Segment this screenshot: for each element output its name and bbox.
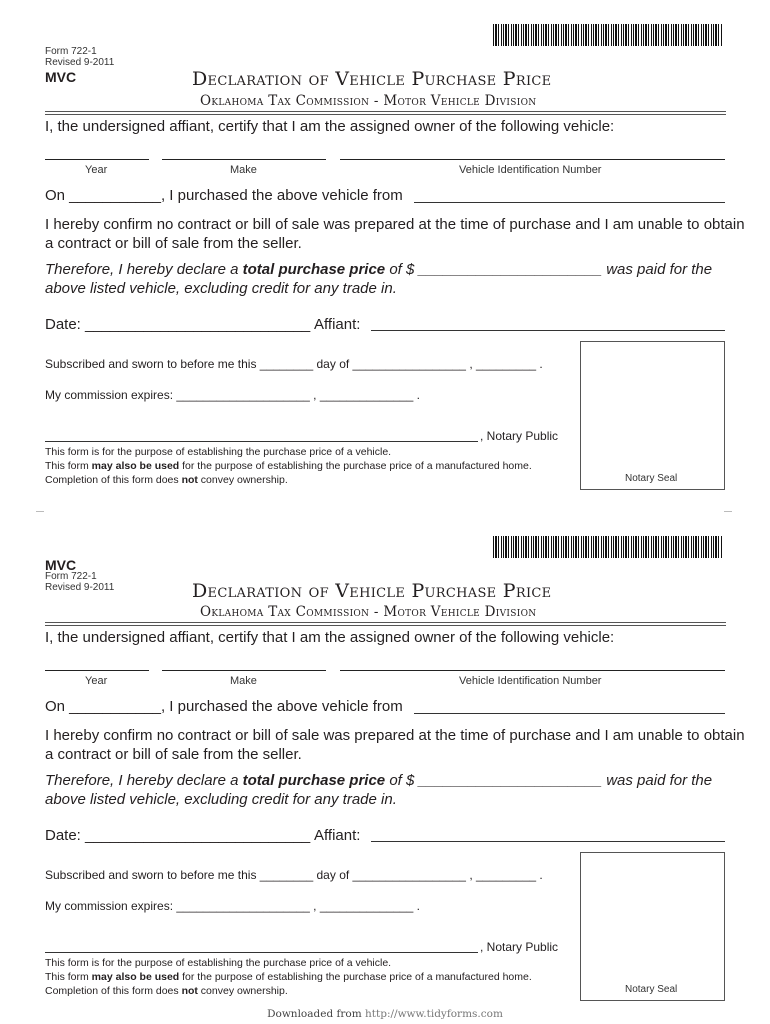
form-subtitle: Oklahoma Tax Commission - Motor Vehicle Division xyxy=(200,93,537,109)
note-1: This form is for the purpose of establishing the purchase price of a vehicle. xyxy=(45,957,392,969)
affiant-label: Affiant: xyxy=(314,316,361,333)
year-field[interactable] xyxy=(45,670,149,671)
confirm-text: I hereby confirm no contract or bill of sale was prepared at the time of purchase and I am unable to obtain a contract or bill of sale from the seller. xyxy=(45,216,745,252)
caption-make: Make xyxy=(230,164,257,176)
affiant-field[interactable] xyxy=(371,841,725,842)
seller-field[interactable] xyxy=(414,713,725,714)
declare-text: Therefore, I hereby declare a total purchase price of $ ______________________ was paid for the above listed vehicle, excluding credit for any trade in. xyxy=(45,261,713,297)
revised-date: Revised 9-2011 xyxy=(45,57,115,68)
sworn-text: Subscribed and sworn to before me this ________ day of _________________ , _________ . xyxy=(45,868,543,882)
confirm-text: I hereby confirm no contract or bill of sale was prepared at the time of purchase and I am unable to obtain a contract or bill of sale from the seller. xyxy=(45,727,745,763)
purchase-date-text: On ___________, I purchased the above vehicle from xyxy=(45,698,403,715)
notary-signature-field[interactable] xyxy=(45,441,478,442)
notary-signature-field[interactable] xyxy=(45,952,478,953)
commission-text: My commission expires: ____________________ , ______________ . xyxy=(45,388,420,402)
certify-text: I, the undersigned affiant, certify that I am the assigned owner of the following vehicle: xyxy=(45,118,615,135)
form-title: Declaration of Vehicle Purchase Price xyxy=(192,68,552,90)
caption-vin: Vehicle Identification Number xyxy=(459,675,602,687)
date-field[interactable]: Date: ___________________________ xyxy=(45,316,311,333)
year-field[interactable] xyxy=(45,159,149,160)
note-3: Completion of this form does not convey ownership. xyxy=(45,985,288,997)
note-2: This form may also be used for the purpose of establishing the purchase price of a manufactured home. xyxy=(45,460,532,472)
mvc-label: MVC xyxy=(45,69,77,85)
note-3: Completion of this form does not convey ownership. xyxy=(45,474,288,486)
notary-public-label: , Notary Public xyxy=(480,429,559,443)
mvc-label: MVC xyxy=(45,557,77,573)
commission-text: My commission expires: ____________________ , ______________ . xyxy=(45,899,420,913)
footer-link[interactable]: http://www.tidyforms.com xyxy=(365,1008,503,1020)
barcode-icon xyxy=(493,24,723,46)
make-field[interactable] xyxy=(162,670,326,671)
form-subtitle: Oklahoma Tax Commission - Motor Vehicle Division xyxy=(200,604,537,620)
declare-text: Therefore, I hereby declare a total purchase price of $ ______________________ was paid for the above listed vehicle, excluding credit for any trade in. xyxy=(45,772,713,808)
note-1: This form is for the purpose of establishing the purchase price of a vehicle. xyxy=(45,446,392,458)
notary-seal-box xyxy=(580,341,725,490)
form-title: Declaration of Vehicle Purchase Price xyxy=(192,580,552,602)
caption-year: Year xyxy=(85,675,108,687)
download-footer: Downloaded from http://www.tidyforms.com xyxy=(267,1008,503,1020)
revised-date: Revised 9-2011 xyxy=(45,582,115,593)
caption-vin: Vehicle Identification Number xyxy=(459,164,602,176)
barcode-icon xyxy=(493,536,723,558)
notary-public-label: , Notary Public xyxy=(480,940,559,954)
date-field[interactable]: Date: ___________________________ xyxy=(45,827,311,844)
caption-make: Make xyxy=(230,675,257,687)
seller-field[interactable] xyxy=(414,202,725,203)
affiant-label: Affiant: xyxy=(314,827,361,844)
notary-seal-box xyxy=(580,852,725,1001)
note-2: This form may also be used for the purpose of establishing the purchase price of a manufactured home. xyxy=(45,971,532,983)
form-number: Form 722-1 xyxy=(45,46,97,57)
form-number: Form 722-1 xyxy=(45,571,97,582)
caption-year: Year xyxy=(85,164,108,176)
affiant-field[interactable] xyxy=(371,330,725,331)
notary-seal-label: Notary Seal xyxy=(625,984,678,995)
purchase-date-text: On ___________, I purchased the above vehicle from xyxy=(45,187,403,204)
vin-field[interactable] xyxy=(340,670,725,671)
notary-seal-label: Notary Seal xyxy=(625,473,678,484)
sworn-text: Subscribed and sworn to before me this ________ day of _________________ , _________ . xyxy=(45,357,543,371)
vin-field[interactable] xyxy=(340,159,725,160)
certify-text: I, the undersigned affiant, certify that I am the assigned owner of the following vehicle: xyxy=(45,629,615,646)
make-field[interactable] xyxy=(162,159,326,160)
